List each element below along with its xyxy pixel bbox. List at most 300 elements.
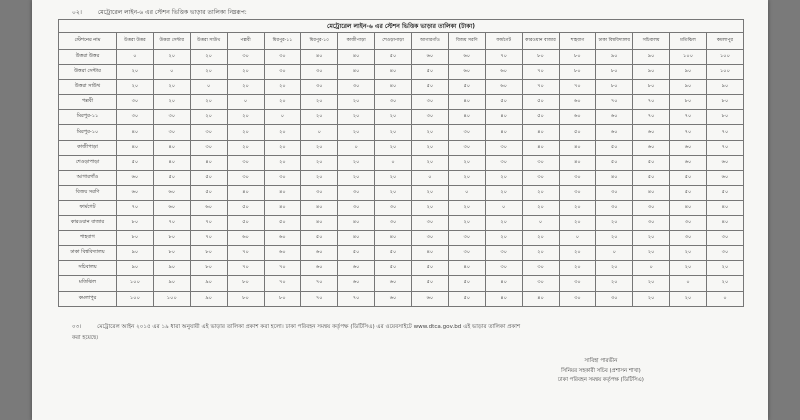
fare-cell: ২০ [264,140,301,155]
fare-cell: ৩০ [264,50,301,65]
fare-cell: ২০ [338,110,375,125]
fare-cell: ৫০ [412,65,449,80]
fare-cell: ৮০ [670,95,707,110]
fare-cell: ০ [448,185,485,200]
fare-cell: ৮০ [153,246,190,261]
fare-cell: ৬০ [596,125,633,140]
fare-cell: ০ [485,200,522,215]
fare-cell: ৪০ [190,155,227,170]
fare-cell: ২০ [338,170,375,185]
fare-cell: ৩০ [301,65,338,80]
fare-cell: ৩০ [117,110,154,125]
fare-cell: ৮০ [227,276,264,291]
fare-cell: ৬০ [301,246,338,261]
fare-cell: ৩০ [190,125,227,140]
fare-cell: ৩০ [522,155,559,170]
fare-cell: ৭০ [707,140,744,155]
fare-cell: ৯০ [670,80,707,95]
fare-cell: ২০ [375,185,412,200]
fare-cell: ৭০ [633,110,670,125]
column-header: উত্তরা উত্তর [117,33,154,50]
fare-cell: ৬০ [559,95,596,110]
fare-cell: ৪০ [264,200,301,215]
fare-cell: ২০ [412,155,449,170]
fare-cell: ৩০ [522,276,559,291]
fare-cell: ৫০ [448,80,485,95]
fare-cell: ৪০ [448,110,485,125]
fare-cell: ৭০ [522,80,559,95]
fare-cell: ৩০ [559,276,596,291]
fare-cell: ৭০ [190,216,227,231]
fare-cell: ২০ [338,155,375,170]
fare-cell: ৫০ [227,216,264,231]
fare-cell: ৭০ [264,261,301,276]
footnote [72,322,762,344]
fare-cell: ০ [522,216,559,231]
fare-cell: ০ [301,125,338,140]
fare-cell: ২০ [338,125,375,140]
fare-cell: ৮০ [264,291,301,306]
fare-cell: ৪০ [375,80,412,95]
fare-cell: ১০০ [707,65,744,80]
signatory-designation: সিনিয়র সহকারী সচিব (প্রশাসন শাখা) [561,367,641,374]
fare-cell: ৩০ [375,95,412,110]
fare-cell: ৫০ [375,261,412,276]
fare-cell: ০ [227,95,264,110]
table-row [59,185,744,200]
column-header: আগারগাঁও [412,33,449,50]
row-station-name: মিরপুর-১০ [59,125,117,140]
fare-cell: ২০ [227,125,264,140]
table-row [59,125,744,140]
row-station-name: মতিঝিল [59,276,117,291]
fare-cell: ২০ [375,140,412,155]
fare-cell: ৩০ [412,110,449,125]
fare-cell: ০ [412,170,449,185]
fare-cell: ৩০ [522,261,559,276]
fare-cell: ৩০ [596,200,633,215]
fare-cell: ২০ [301,110,338,125]
fare-cell: ০ [117,50,154,65]
fare-cell: ৩০ [485,246,522,261]
fare-cell: ৫০ [301,231,338,246]
fare-cell: ২০ [301,170,338,185]
document-page [32,0,768,420]
fare-cell: ২০ [264,125,301,140]
fare-cell: ৭০ [596,95,633,110]
row-station-name: শাহবাগ [59,231,117,246]
fare-cell: ৩০ [596,185,633,200]
fare-cell: ২০ [670,261,707,276]
fare-cell: ২০ [633,246,670,261]
fare-cell: ৫০ [670,170,707,185]
fare-cell: ৫০ [670,185,707,200]
fare-cell: ২০ [485,231,522,246]
fare-cell: ২০ [301,140,338,155]
fare-cell: ২০ [153,80,190,95]
fare-cell: ৯০ [117,261,154,276]
fare-cell: ৪০ [375,65,412,80]
fare-cell: ৯০ [596,50,633,65]
fare-cell: ২০ [117,80,154,95]
fare-cell: ৪০ [485,276,522,291]
fare-cell: ৯০ [190,291,227,306]
fare-cell: ২০ [117,65,154,80]
fare-cell: ২০ [190,95,227,110]
fare-cell: ২০ [301,155,338,170]
fare-cell: ৪০ [559,140,596,155]
column-header: সচিবালয় [633,33,670,50]
fare-cell: ৬০ [485,80,522,95]
fare-cell: ৩০ [670,216,707,231]
fare-cell: ৬০ [485,65,522,80]
fare-cell: ৬০ [596,110,633,125]
fare-cell: ৩০ [153,125,190,140]
fare-cell: ৩০ [227,155,264,170]
fare-cell: ৫০ [448,291,485,306]
fare-cell: ৫০ [522,110,559,125]
fare-cell: ৬০ [338,261,375,276]
fare-cell: ৬০ [412,50,449,65]
fare-cell: ৫০ [412,261,449,276]
table-title: মেট্রোরেল লাইন-৬ এর স্টেশন ভিত্তিক ভাড়ার তালিকা (টাকা) [59,20,744,33]
intro-number: ০২। [72,9,82,16]
fare-cell: ৯০ [153,276,190,291]
fare-cell: ২০ [707,261,744,276]
fare-cell: ৮০ [596,65,633,80]
row-station-name: সচিবালয় [59,261,117,276]
fare-cell: ২০ [412,140,449,155]
fare-cell: ৩০ [448,246,485,261]
column-header: উত্তরা সেন্টার [153,33,190,50]
table-row [59,170,744,185]
fare-cell: ৮০ [522,50,559,65]
fare-cell: ৫০ [375,50,412,65]
fare-cell: ৩০ [375,200,412,215]
fare-cell: ২০ [633,291,670,306]
fare-cell: ৩০ [670,231,707,246]
row-station-name: আগারগাঁও [59,170,117,185]
fare-cell: ১০০ [153,291,190,306]
fare-cell: ৩০ [485,261,522,276]
fare-cell: ২০ [448,155,485,170]
fare-cell: ২০ [596,231,633,246]
table-row [59,291,744,306]
fare-table-container [58,19,744,307]
fare-cell: ৫০ [633,155,670,170]
fare-cell: ২০ [596,216,633,231]
fare-cell: ৩০ [707,231,744,246]
fare-cell: ৩০ [338,185,375,200]
fare-table [58,19,744,307]
fare-cell: ০ [670,276,707,291]
fare-cell: ২০ [264,95,301,110]
fare-cell: ৭০ [264,276,301,291]
signatory-office: ঢাকা পরিবহন সমন্বয় কর্তৃপক্ষ (ডিটিসিএ) [558,377,644,383]
fare-cell: ৩০ [559,291,596,306]
table-row [59,246,744,261]
fare-cell: ৮০ [227,291,264,306]
fare-cell: ৪০ [338,231,375,246]
fare-cell: ৭০ [338,291,375,306]
fare-cell: ৮০ [190,261,227,276]
fare-cell: ৯০ [707,80,744,95]
fare-cell: ৪০ [633,185,670,200]
fare-cell: ৬০ [670,140,707,155]
table-row [59,216,744,231]
fare-cell: ৯০ [117,246,154,261]
fare-cell: ৭০ [670,125,707,140]
fare-cell: ৩০ [485,140,522,155]
row-station-name: কারওয়ান বাজার [59,216,117,231]
fare-cell: ২০ [448,216,485,231]
fare-cell: ০ [190,80,227,95]
fare-cell: ৭০ [301,276,338,291]
fare-cell: ৪০ [264,185,301,200]
column-header: কমলাপুর [707,33,744,50]
fare-cell: ২০ [264,155,301,170]
row-station-name: বিজয় সরণি [59,185,117,200]
row-station-name: কাজীপাড়া [59,140,117,155]
fare-cell: ০ [707,291,744,306]
table-row [59,200,744,215]
fare-cell: ৩০ [375,216,412,231]
fare-cell: ২০ [448,170,485,185]
fare-cell: ২০ [375,170,412,185]
fare-cell: ৫০ [485,95,522,110]
fare-cell: ২০ [485,185,522,200]
fare-cell: ৩০ [227,170,264,185]
fare-cell: ২০ [670,246,707,261]
column-header: ফার্মগেট [485,33,522,50]
fare-cell: ২০ [485,170,522,185]
table-row [59,110,744,125]
fare-cell: ৪০ [596,170,633,185]
row-station-name: উত্তরা সাউথ [59,80,117,95]
fare-cell: ৬০ [412,291,449,306]
fare-cell: ২০ [227,65,264,80]
fare-cell: ৯০ [190,276,227,291]
fare-cell: ২০ [301,95,338,110]
fare-cell: ৬০ [375,276,412,291]
row-station-name: উত্তরা সেন্টার [59,65,117,80]
fare-cell: ৬০ [448,50,485,65]
fare-cell: ২০ [153,95,190,110]
fare-cell: ৪০ [301,200,338,215]
fare-cell: ২০ [190,50,227,65]
fare-cell: ৪০ [522,125,559,140]
fare-cell: ৬০ [633,140,670,155]
fare-cell: ২০ [412,125,449,140]
fare-cell: ২০ [522,200,559,215]
fare-cell: ৩০ [264,170,301,185]
fare-cell: ৬০ [264,246,301,261]
fare-cell: ৬০ [153,200,190,215]
fare-cell: ২০ [412,185,449,200]
fare-cell: ৩০ [412,231,449,246]
fare-cell: ৩০ [448,140,485,155]
column-header: পল্লবী [227,33,264,50]
fare-cell: ২০ [375,110,412,125]
fare-cell: ৪০ [670,200,707,215]
fare-cell: ১০০ [707,50,744,65]
row-station-name: ঢাকা বিশ্ববিদ্যালয় [59,246,117,261]
fare-cell: ৮০ [153,231,190,246]
fare-cell: ৪০ [227,185,264,200]
column-header: বিজয় সরণি [448,33,485,50]
fare-cell: ৪০ [485,125,522,140]
fare-cell: ৪০ [338,65,375,80]
fare-cell: ২০ [227,110,264,125]
fare-cell: ৪০ [448,95,485,110]
fare-cell: ১০০ [117,291,154,306]
fare-cell: ২০ [633,276,670,291]
fare-cell: ৫০ [338,246,375,261]
column-header: শাহবাগ [559,33,596,50]
table-row [59,50,744,65]
fare-cell: ৪০ [117,125,154,140]
fare-cell: ৩০ [117,95,154,110]
fare-cell: ৫০ [596,155,633,170]
fare-cell: ৫০ [375,246,412,261]
fare-cell: ২০ [522,246,559,261]
table-row [59,80,744,95]
fare-cell: ০ [375,155,412,170]
fare-cell: ৩০ [227,50,264,65]
fare-cell: ২০ [596,276,633,291]
fare-cell: ৭০ [117,200,154,215]
row-station-name: শেওড়াপাড়া [59,155,117,170]
fare-cell: ৪০ [301,216,338,231]
fare-cell: ৫০ [264,216,301,231]
fare-cell: ৫০ [633,170,670,185]
footnote-line-1: মেট্রোরেল আইন ২০১৫ এর ১৯ ধারা অনুযায়ী এই ভাড়ার তালিকা প্রকাশ করা হলো। ঢাকা পরিবহন সমন্বয় কর্তৃপক্ষ (ডিটিসিএ) এর ওয়েবসাইটে www.dtca.gov.bd এই ভাড়ার তালিকা প্রকাশ [97,324,521,330]
fare-cell: ৩০ [153,110,190,125]
fare-cell: ৩০ [485,155,522,170]
fare-cell: ৪০ [338,50,375,65]
fare-cell: ৪০ [375,231,412,246]
fare-cell: ৪০ [485,110,522,125]
table-row [59,140,744,155]
fare-cell: ৩০ [448,231,485,246]
fare-cell: ৭০ [190,231,227,246]
fare-cell: ৬০ [559,110,596,125]
fare-cell: ৬০ [301,261,338,276]
fare-cell: ৪০ [522,291,559,306]
corner-header: স্টেশনের নাম [59,33,117,50]
fare-cell: ২০ [190,65,227,80]
row-station-name: মিরপুর-১১ [59,110,117,125]
fare-cell: ৪০ [559,155,596,170]
fare-cell: ৩০ [301,185,338,200]
fare-cell: ৩০ [633,216,670,231]
fare-cell: ৪০ [412,246,449,261]
fare-cell: ৪০ [707,200,744,215]
fare-cell: ৪০ [707,216,744,231]
fare-cell: ৭০ [153,216,190,231]
fare-cell: ৪০ [117,140,154,155]
table-row [59,276,744,291]
fare-cell: ৫০ [522,95,559,110]
fare-cell: ৪০ [522,140,559,155]
signatory-name: সাবিহা পারভীন [584,358,618,364]
fare-cell: ২০ [264,80,301,95]
column-header: মতিঝিল [670,33,707,50]
fare-cell: ২০ [707,276,744,291]
column-header: কারওয়ান বাজার [522,33,559,50]
signature-block [558,357,644,386]
fare-cell: ৯০ [633,65,670,80]
fare-cell: ৭০ [633,95,670,110]
fare-cell: ২০ [596,261,633,276]
fare-cell: ৮০ [596,80,633,95]
fare-cell: ৪০ [301,50,338,65]
fare-cell: ৬০ [264,231,301,246]
fare-cell: ৬০ [117,170,154,185]
fare-cell: ০ [633,261,670,276]
fare-cell: ৮০ [707,110,744,125]
fare-cell: ৭০ [227,261,264,276]
fare-cell: ২০ [559,216,596,231]
fare-cell: ৫০ [412,276,449,291]
fare-cell: ০ [559,231,596,246]
fare-cell: ২০ [338,95,375,110]
column-header: শেওড়াপাড়া [375,33,412,50]
row-station-name: উত্তরা উত্তর [59,50,117,65]
fare-cell: ৫০ [190,170,227,185]
fare-cell: ২০ [227,140,264,155]
row-station-name: ফার্মগেট [59,200,117,215]
table-row [59,261,744,276]
table-row [59,155,744,170]
fare-cell: ২০ [153,50,190,65]
fare-cell: ৮০ [190,246,227,261]
fare-cell: ৩০ [559,185,596,200]
fare-cell: ২০ [559,246,596,261]
column-header: মিরপুর-১১ [264,33,301,50]
fare-cell: ৮০ [559,50,596,65]
fare-cell: ৬০ [338,276,375,291]
fare-cell: ৪০ [485,291,522,306]
fare-cell: ৩০ [301,80,338,95]
fare-cell: ৫০ [412,80,449,95]
fare-cell: ২০ [633,231,670,246]
fare-cell: ৭০ [670,110,707,125]
table-row [59,65,744,80]
fare-cell: ৩০ [559,170,596,185]
fare-cell: ০ [338,140,375,155]
fare-cell: ২০ [448,200,485,215]
footnote-number: ০৩। [72,324,82,330]
fare-cell: ৭০ [227,246,264,261]
fare-cell: ৬০ [707,155,744,170]
table-row [59,231,744,246]
fare-cell: ৫০ [559,125,596,140]
fare-cell: ২০ [375,125,412,140]
fare-cell: ৮০ [707,95,744,110]
fare-cell: ৬০ [707,170,744,185]
fare-cell: ৫০ [153,170,190,185]
fare-cell: ৪০ [338,216,375,231]
fare-cell: ৫০ [448,276,485,291]
fare-cell: ৫০ [227,200,264,215]
fare-cell: ৪০ [448,261,485,276]
fare-cell: ৪০ [153,140,190,155]
fare-cell: ৬০ [375,291,412,306]
fare-cell: ৩০ [338,200,375,215]
fare-cell: ৬০ [190,200,227,215]
fare-cell: ৯০ [633,50,670,65]
